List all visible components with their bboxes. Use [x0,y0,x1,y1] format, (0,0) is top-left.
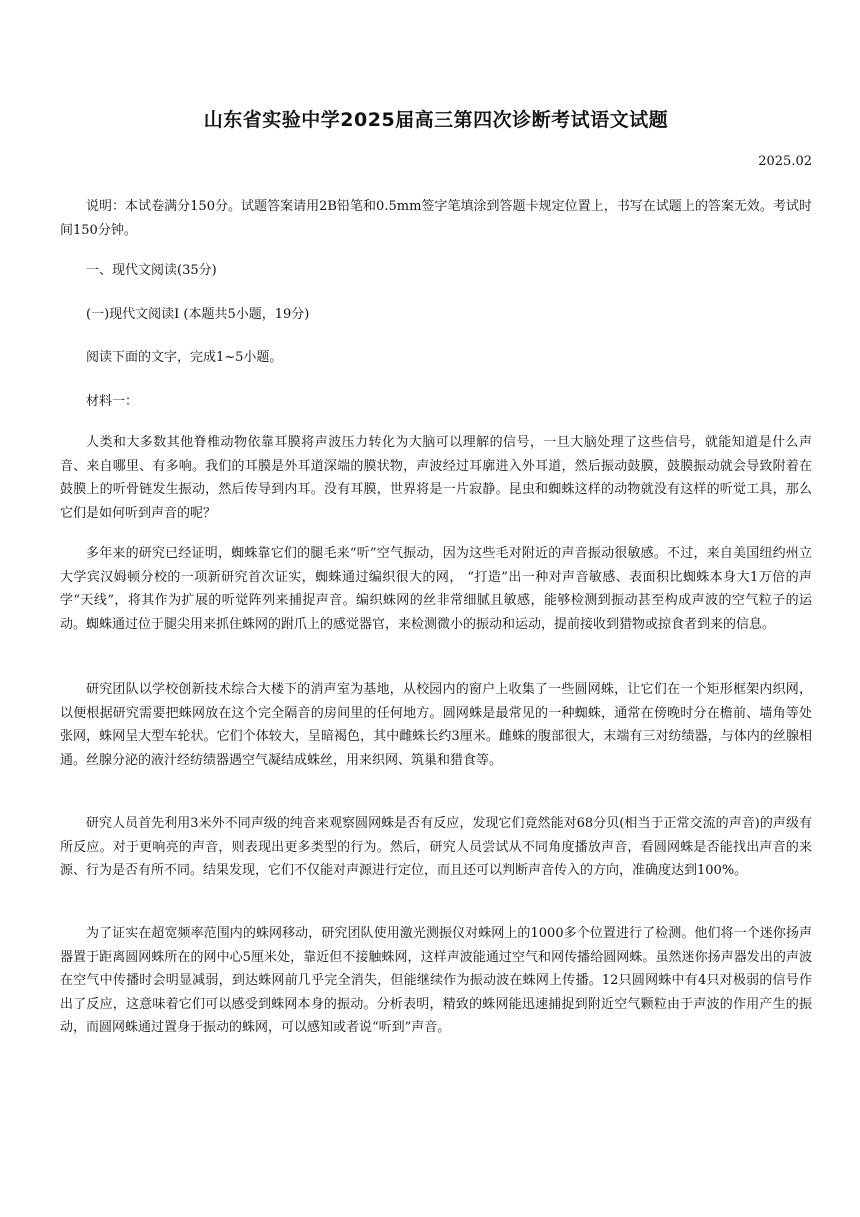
body-paragraph: 多年来的研究已经证明，蜘蛛靠它们的腿毛来“听”空气振动，因为这些毛对附近的声音振动很敏感。不过，来自美国纽约州立大学宾汉姆顿分校的一项新研究首次证实，蜘蛛通过编织很大的网， “打造”出一种对声音敏感、表面积比蜘蛛本身大1万倍的声学“天线”，将其作为扩展的听觉阵列来捕捉声音。编织蛛网的丝非常细腻且敏感，能够检测到振动甚至构成声波的空气粒子的运动。蜘蛛通过位于腿尖用来抓住蛛网的跗爪上的感觉器官，来检测微小的振动和运动，提前接收到猎物或掠食者到来的信息。 [60,546,812,632]
body-paragraph: 研究团队以学校创新技术综合大楼下的消声室为基地，从校园内的窗户上收集了一些圆网蛛，让它们在一个矩形框架内织网，以便根据研究需要把蛛网放在这个完全隔音的房间里的任何地方。圆网蛛是最常见的一种蜘蛛，通常在傍晚时分在檐前、墙角等处张网，蛛网呈大型车轮状。它们个体较大，呈暗褐色，其中雌蛛长约3厘米。雌蛛的腹部很大，末端有三对纺绩器，与体内的丝腺相通。丝腺分泌的液汁经纺绩器遇空气凝结成蛛丝，用来织网、筑巢和猎食等。 [60,682,812,768]
exam-title: 山东省实验中学2025届高三第四次诊断考试语文试题 [203,109,669,131]
exam-instructions: 说明：本试卷满分150分。试题答案请用2B铅笔和0.5mm签字笔填涂到答题卡规定位置上，书写在试题上的答案无效。考试时间150分钟。 [60,199,812,238]
body-paragraph: 为了证实在超宽频率范围内的蛛网移动，研究团队使用激光测振仪对蛛网上的1000多个位置进行了检测。他们将一个迷你扬声器置于距离圆网蛛所在的网中心5厘米处，靠近但不接触蛛网，这样声波能通过空气和网传播给圆网蛛。虽然迷你扬声器发出的声波在空气中传播时会明显减弱，到达蛛网前几乎完全消失，但能继续作为振动波在蛛网上传播。12只圆网蛛中有4只对极弱的信号作出了反应，这意味着它们可以感受到蛛网本身的振动。分析表明，精致的蛛网能迅速捕捉到附近空气颗粒由于声波的作用产生的振动，而圆网蛛通过置身于振动的蛛网，可以感知或者说“听到”声音。 [60,926,812,1035]
body-paragraph: 人类和大多数其他脊椎动物依靠耳膜将声波压力转化为大脑可以理解的信号，一旦大脑处理了这些信号，就能知道是什么声音、来自哪里、有多响。我们的耳膜是外耳道深端的膜状物，声波经过耳廓进入外耳道，然后振动鼓膜，鼓膜振动就会导致附着在鼓膜上的听骨链发生振动，然后传导到内耳。没有耳膜，世界将是一片寂静。昆虫和蜘蛛这样的动物就没有这样的听觉工具，那么它们是如何听到声音的呢？ [60,435,812,521]
reading-prompt: 阅读下面的文字，完成1~5小题。 [86,350,283,365]
body-paragraph: 研究人员首先利用3米外不同声级的纯音来观察圆网蛛是否有反应，发现它们竟然能对68分贝(相当于正常交流的声音)的声级有所反应。对于更响亮的声音，则表现出更多类型的行为。然后，研究人员尝试从不同角度播放声音，看圆网蛛是否能找出声音的来源、行为是否有所不同。结果发现，它们不仅能对声源进行定位，而且还可以判断声音传入的方向，准确度达到100%。 [60,816,812,878]
section-heading: 一、现代文阅读(35分) [86,263,217,278]
exam-date: 2025.02 [758,154,812,169]
material-label: 材料一： [86,394,139,409]
subsection-heading: (一)现代文阅读Ⅰ (本题共5小题，19分) [86,307,310,322]
